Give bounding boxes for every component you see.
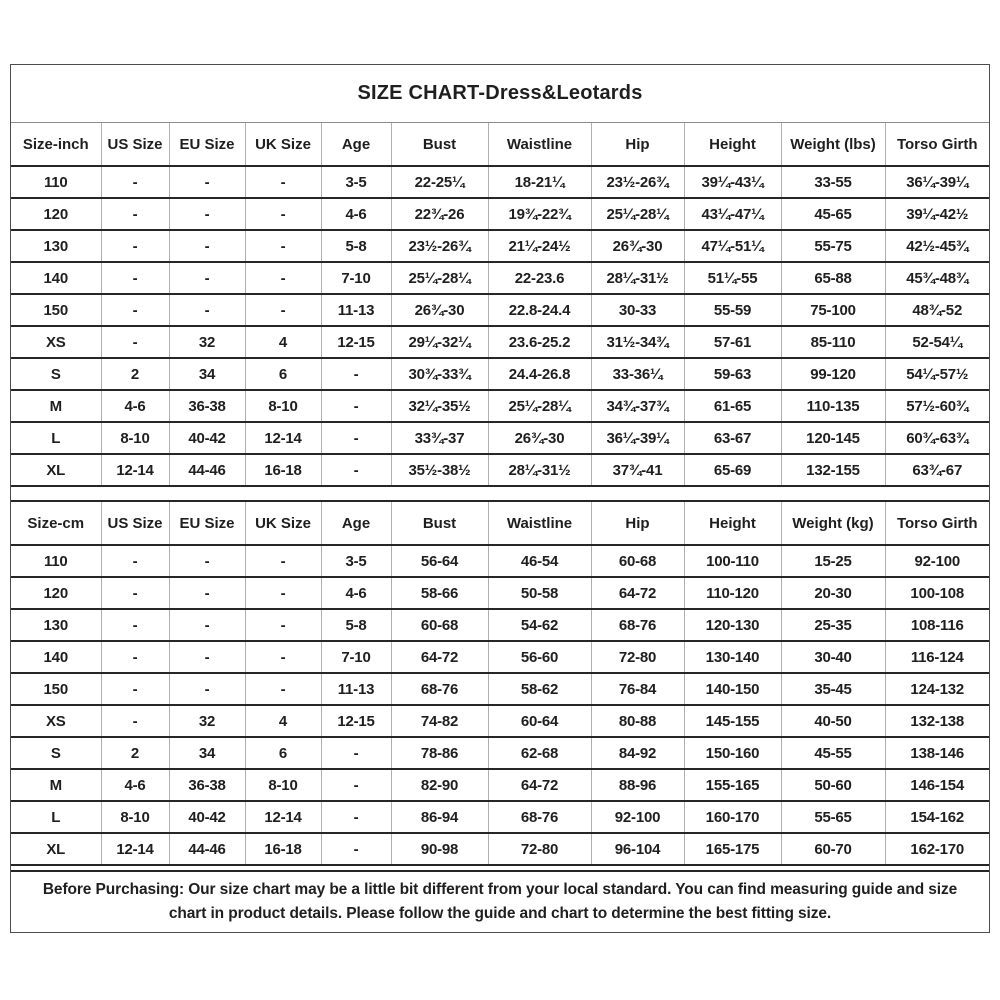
size-cell: 59-63 (684, 358, 781, 390)
column-header: Weight (lbs) (781, 123, 885, 167)
size-cell: 20-30 (781, 577, 885, 609)
size-cell: 30-40 (781, 641, 885, 673)
size-cell: 78-86 (391, 737, 488, 769)
size-table-inch (11, 122, 989, 487)
size-cell: - (245, 198, 321, 230)
table-row (11, 358, 989, 390)
column-header: US Size (101, 123, 169, 167)
size-cell: 11-13 (321, 294, 391, 326)
size-cell: 132-138 (885, 705, 989, 737)
size-cell: - (321, 737, 391, 769)
size-cell: 138-146 (885, 737, 989, 769)
size-cell: 116-124 (885, 641, 989, 673)
size-cell: L (11, 422, 101, 454)
size-cell: 44-46 (169, 454, 245, 486)
table-row (11, 294, 989, 326)
size-cell: 55-75 (781, 230, 885, 262)
size-cell: - (245, 577, 321, 609)
table-row (11, 769, 989, 801)
size-cell: 74-82 (391, 705, 488, 737)
size-cell: - (101, 326, 169, 358)
size-cell: 150-160 (684, 737, 781, 769)
size-cell: - (101, 262, 169, 294)
size-cell: 54¼-57½ (885, 358, 989, 390)
size-cell: 8-10 (245, 769, 321, 801)
size-cell: 39¼-42½ (885, 198, 989, 230)
size-cell: 23½-26¾ (391, 230, 488, 262)
size-cell: 64-72 (391, 641, 488, 673)
size-cell: 40-50 (781, 705, 885, 737)
size-cell: 2 (101, 358, 169, 390)
size-cell: 44-46 (169, 833, 245, 865)
size-cell: 110 (11, 166, 101, 198)
size-cell: 45-65 (781, 198, 885, 230)
size-cell: 124-132 (885, 673, 989, 705)
size-cell: XL (11, 833, 101, 865)
size-cell: 57½-60¾ (885, 390, 989, 422)
size-cell: - (169, 641, 245, 673)
size-cell: - (169, 294, 245, 326)
size-cell: 25¼-28¼ (591, 198, 684, 230)
table-row (11, 198, 989, 230)
size-cell: 120 (11, 577, 101, 609)
size-cell: 82-90 (391, 769, 488, 801)
header-row (11, 501, 989, 545)
size-cell: - (169, 166, 245, 198)
size-cell: - (245, 641, 321, 673)
size-cell: 6 (245, 737, 321, 769)
table-row (11, 833, 989, 865)
size-cell: 3-5 (321, 545, 391, 577)
size-cell: 47¼-51¼ (684, 230, 781, 262)
table-row (11, 545, 989, 577)
size-cell: 32 (169, 326, 245, 358)
size-cell: 56-64 (391, 545, 488, 577)
size-cell: 155-165 (684, 769, 781, 801)
size-cell: 57-61 (684, 326, 781, 358)
size-cell: - (245, 262, 321, 294)
size-cell: 50-58 (488, 577, 591, 609)
size-cell: 16-18 (245, 833, 321, 865)
size-cell: 30¾-33¾ (391, 358, 488, 390)
size-cell: 165-175 (684, 833, 781, 865)
size-cell: 4-6 (321, 198, 391, 230)
size-cell: 140 (11, 262, 101, 294)
size-chart-sheet (10, 64, 990, 933)
size-cell: 8-10 (245, 390, 321, 422)
size-cell: 23½-26¾ (591, 166, 684, 198)
column-header: Size-inch (11, 123, 101, 167)
size-cell: 40-42 (169, 422, 245, 454)
size-cell: 5-8 (321, 609, 391, 641)
size-cell: 36-38 (169, 390, 245, 422)
size-cell: 100-108 (885, 577, 989, 609)
size-cell: 52-54¼ (885, 326, 989, 358)
size-cell: 4 (245, 326, 321, 358)
size-cell: 11-13 (321, 673, 391, 705)
size-cell: 34 (169, 358, 245, 390)
size-cell: 6 (245, 358, 321, 390)
size-cell: 4 (245, 705, 321, 737)
size-cell: 25¼-28¼ (488, 390, 591, 422)
size-cell: 12-14 (101, 454, 169, 486)
size-cell: 62-68 (488, 737, 591, 769)
size-cell: - (101, 198, 169, 230)
size-cell: 88-96 (591, 769, 684, 801)
size-cell: 24.4-26.8 (488, 358, 591, 390)
size-cell: 28¼-31½ (488, 454, 591, 486)
size-cell: - (101, 166, 169, 198)
size-cell: M (11, 390, 101, 422)
size-cell: 12-14 (101, 833, 169, 865)
size-cell: - (101, 577, 169, 609)
size-cell: - (321, 390, 391, 422)
size-cell: 22.8-24.4 (488, 294, 591, 326)
column-header: Weight (kg) (781, 501, 885, 545)
size-cell: 7-10 (321, 641, 391, 673)
size-cell: 22¾-26 (391, 198, 488, 230)
size-cell: 85-110 (781, 326, 885, 358)
size-cell: 61-65 (684, 390, 781, 422)
table-row (11, 390, 989, 422)
size-cell: 5-8 (321, 230, 391, 262)
size-cell: 90-98 (391, 833, 488, 865)
size-cell: 60¾-63¾ (885, 422, 989, 454)
size-cell: 32¼-35½ (391, 390, 488, 422)
size-cell: 120 (11, 198, 101, 230)
size-cell: 80-88 (591, 705, 684, 737)
size-cell: 4-6 (101, 390, 169, 422)
size-cell: 76-84 (591, 673, 684, 705)
size-cell: 26¾-30 (391, 294, 488, 326)
size-cell: 55-65 (781, 801, 885, 833)
column-header: Waistline (488, 501, 591, 545)
size-cell: 19¾-22¾ (488, 198, 591, 230)
size-cell: 50-60 (781, 769, 885, 801)
size-cell: - (245, 673, 321, 705)
size-cell: - (101, 230, 169, 262)
size-cell: XS (11, 705, 101, 737)
size-cell: 108-116 (885, 609, 989, 641)
size-cell: 63-67 (684, 422, 781, 454)
size-cell: 33¾-37 (391, 422, 488, 454)
size-cell: XL (11, 454, 101, 486)
chart-title: SIZE CHART-Dress&Leotards (357, 82, 643, 104)
size-cell: 23.6-25.2 (488, 326, 591, 358)
size-cell: 64-72 (591, 577, 684, 609)
size-cell: 29¼-32¼ (391, 326, 488, 358)
size-cell: 36-38 (169, 769, 245, 801)
size-cell: 65-88 (781, 262, 885, 294)
size-cell: - (245, 166, 321, 198)
column-header: EU Size (169, 501, 245, 545)
size-cell: 68-76 (591, 609, 684, 641)
size-cell: 45¾-48¾ (885, 262, 989, 294)
size-cell: 75-100 (781, 294, 885, 326)
size-cell: 140 (11, 641, 101, 673)
size-cell: 4-6 (321, 577, 391, 609)
size-cell: 26¾-30 (591, 230, 684, 262)
table-row (11, 230, 989, 262)
column-header: UK Size (245, 501, 321, 545)
size-cell: 40-42 (169, 801, 245, 833)
size-cell: 22-25¼ (391, 166, 488, 198)
size-cell: 25¼-28¼ (391, 262, 488, 294)
size-cell: 110-120 (684, 577, 781, 609)
column-header: Hip (591, 123, 684, 167)
table-row (11, 801, 989, 833)
size-cell: 63¾-67 (885, 454, 989, 486)
table-row (11, 705, 989, 737)
size-cell: 150 (11, 673, 101, 705)
size-cell: 36¼-39¼ (885, 166, 989, 198)
size-cell: M (11, 769, 101, 801)
size-cell: - (101, 545, 169, 577)
size-cell: 46-54 (488, 545, 591, 577)
size-cell: 22-23.6 (488, 262, 591, 294)
table-row (11, 577, 989, 609)
column-header: EU Size (169, 123, 245, 167)
size-cell: 130 (11, 230, 101, 262)
size-cell: - (101, 294, 169, 326)
size-cell: 60-68 (591, 545, 684, 577)
size-cell: S (11, 358, 101, 390)
column-header: Height (684, 123, 781, 167)
size-cell: - (245, 294, 321, 326)
column-header: Waistline (488, 123, 591, 167)
size-cell: 37¾-41 (591, 454, 684, 486)
table-row (11, 326, 989, 358)
size-cell: - (101, 673, 169, 705)
size-cell: 55-59 (684, 294, 781, 326)
size-cell: 3-5 (321, 166, 391, 198)
table-row (11, 641, 989, 673)
column-header: Bust (391, 501, 488, 545)
size-cell: 15-25 (781, 545, 885, 577)
size-cell: 25-35 (781, 609, 885, 641)
size-cell: S (11, 737, 101, 769)
size-cell: 60-64 (488, 705, 591, 737)
size-cell: 48¾-52 (885, 294, 989, 326)
size-cell: 54-62 (488, 609, 591, 641)
size-cell: 31½-34¾ (591, 326, 684, 358)
size-cell: 60-70 (781, 833, 885, 865)
size-cell: - (101, 641, 169, 673)
size-cell: 12-14 (245, 422, 321, 454)
size-cell: 84-92 (591, 737, 684, 769)
table-row (11, 262, 989, 294)
column-header: US Size (101, 501, 169, 545)
size-cell: 92-100 (885, 545, 989, 577)
size-cell: 43¼-47¼ (684, 198, 781, 230)
size-cell: 36¼-39¼ (591, 422, 684, 454)
size-cell: - (321, 358, 391, 390)
column-header: Hip (591, 501, 684, 545)
column-header: Torso Girth (885, 123, 989, 167)
table-gap (11, 487, 989, 500)
size-cell: 2 (101, 737, 169, 769)
size-cell: 86-94 (391, 801, 488, 833)
table-row (11, 422, 989, 454)
size-cell: - (169, 545, 245, 577)
size-cell: - (321, 833, 391, 865)
column-header: Bust (391, 123, 488, 167)
size-cell: - (101, 609, 169, 641)
size-cell: 154-162 (885, 801, 989, 833)
size-cell: 130 (11, 609, 101, 641)
size-cell: 12-14 (245, 801, 321, 833)
column-header: Height (684, 501, 781, 545)
size-cell: - (321, 769, 391, 801)
size-cell: 30-33 (591, 294, 684, 326)
size-cell: - (169, 673, 245, 705)
size-cell: 99-120 (781, 358, 885, 390)
size-cell: - (245, 230, 321, 262)
size-cell: - (169, 609, 245, 641)
size-cell: 56-60 (488, 641, 591, 673)
size-cell: 145-155 (684, 705, 781, 737)
size-cell: 132-155 (781, 454, 885, 486)
size-cell: - (321, 801, 391, 833)
size-cell: 35½-38½ (391, 454, 488, 486)
size-cell: 120-145 (781, 422, 885, 454)
column-header: Age (321, 501, 391, 545)
column-header: Torso Girth (885, 501, 989, 545)
size-cell: - (169, 230, 245, 262)
size-cell: 96-104 (591, 833, 684, 865)
table-row (11, 673, 989, 705)
column-header: Size-cm (11, 501, 101, 545)
size-cell: 68-76 (391, 673, 488, 705)
size-cell: 12-15 (321, 705, 391, 737)
size-cell: 21¼-24½ (488, 230, 591, 262)
size-cell: 60-68 (391, 609, 488, 641)
size-cell: 7-10 (321, 262, 391, 294)
size-cell: 162-170 (885, 833, 989, 865)
size-cell: 65-69 (684, 454, 781, 486)
size-cell: 110 (11, 545, 101, 577)
table-row (11, 737, 989, 769)
size-cell: XS (11, 326, 101, 358)
size-cell: - (245, 545, 321, 577)
size-cell: L (11, 801, 101, 833)
column-header: Age (321, 123, 391, 167)
size-cell: 68-76 (488, 801, 591, 833)
size-cell: - (321, 454, 391, 486)
size-cell: 42½-45¾ (885, 230, 989, 262)
size-cell: 140-150 (684, 673, 781, 705)
size-cell: 58-66 (391, 577, 488, 609)
size-cell: 26¾-30 (488, 422, 591, 454)
size-cell: 34¾-37¾ (591, 390, 684, 422)
size-cell: - (169, 577, 245, 609)
table-row (11, 609, 989, 641)
size-cell: 150 (11, 294, 101, 326)
header-row (11, 123, 989, 167)
size-cell: 34 (169, 737, 245, 769)
column-header: UK Size (245, 123, 321, 167)
size-cell: 8-10 (101, 801, 169, 833)
size-cell: 160-170 (684, 801, 781, 833)
size-cell: 4-6 (101, 769, 169, 801)
size-cell: - (169, 198, 245, 230)
size-cell: 8-10 (101, 422, 169, 454)
size-cell: 130-140 (684, 641, 781, 673)
size-cell: - (169, 262, 245, 294)
size-cell: 45-55 (781, 737, 885, 769)
size-cell: - (321, 422, 391, 454)
size-cell: 58-62 (488, 673, 591, 705)
table-row (11, 166, 989, 198)
size-cell: 28¼-31½ (591, 262, 684, 294)
size-cell: 64-72 (488, 769, 591, 801)
size-cell: 12-15 (321, 326, 391, 358)
size-cell: 92-100 (591, 801, 684, 833)
size-cell: - (101, 705, 169, 737)
size-cell: 39¼-43¼ (684, 166, 781, 198)
size-cell: 146-154 (885, 769, 989, 801)
size-cell: 33-55 (781, 166, 885, 198)
size-cell: 32 (169, 705, 245, 737)
size-cell: 51¼-55 (684, 262, 781, 294)
size-cell: 120-130 (684, 609, 781, 641)
size-cell: 33-36¼ (591, 358, 684, 390)
size-cell: 100-110 (684, 545, 781, 577)
size-cell: - (245, 609, 321, 641)
size-cell: 18-21¼ (488, 166, 591, 198)
size-cell: 16-18 (245, 454, 321, 486)
size-table-cm (11, 500, 989, 866)
table-row (11, 454, 989, 486)
size-cell: 72-80 (488, 833, 591, 865)
size-cell: 72-80 (591, 641, 684, 673)
size-cell: 110-135 (781, 390, 885, 422)
size-cell: 35-45 (781, 673, 885, 705)
purchase-note: Before Purchasing: Our size chart may be a little bit different from your local standard. You can find measuring guide and size chart in product details. Please follow the guide and chart to determine the best fitting size. (11, 870, 989, 932)
